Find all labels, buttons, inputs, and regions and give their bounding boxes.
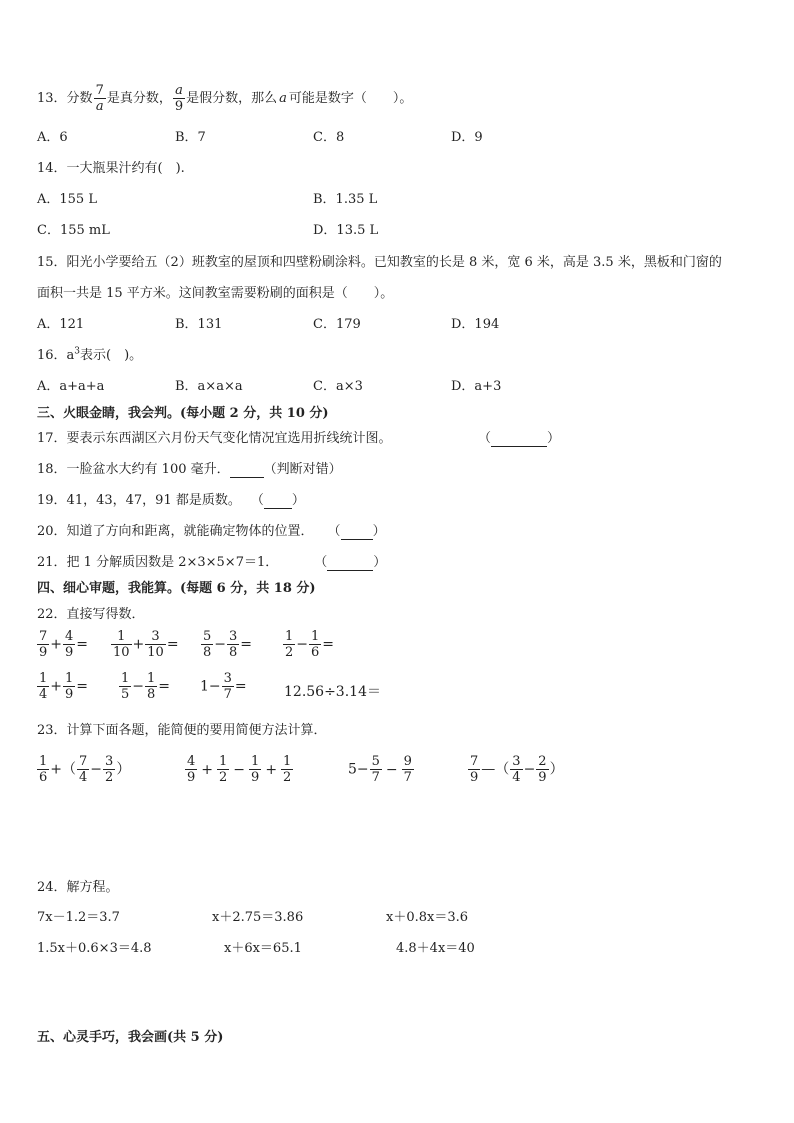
question-21: 21．把 1 分解质因数是 2×3×5×7＝1． （ ）	[37, 555, 387, 570]
variable-a: a	[279, 91, 287, 106]
expression-22-3: $\frac{5}{8}$ − $\frac{3}{8}$ =	[203, 629, 253, 660]
option-a[interactable]: A．121	[37, 317, 85, 332]
question-15-line-1: 15．阳光小学要给五（2）班教室的屋顶和四壁粉刷涂料。已知教室的长是 8 米，宽 6 米，高是 3.5 米，黑板和门窗的	[37, 255, 722, 270]
section-4-heading: 四、细心审题，我能算。(每题 6 分，共 18 分)	[37, 581, 316, 596]
expression-22-6: $\frac{1}{5}$ − $\frac{1}{8}$ =	[121, 671, 171, 702]
option-d[interactable]: D．13.5 L	[313, 223, 379, 238]
option-b[interactable]: B．a×a×a	[175, 379, 243, 394]
option-b[interactable]: B．131	[175, 317, 223, 332]
question-text: 是假分数，那么	[186, 91, 278, 106]
fraction-a-over-9: $\frac{a}{9}$	[174, 83, 184, 114]
expression-22-1: $\frac{7}{9}$ + $\frac{4}{9}$ =	[39, 629, 89, 660]
expression-22-7: 1− $\frac{3}{7}$ =	[200, 671, 247, 702]
question-15-line-2: 面积一共是 15 平方米。这间教室需要粉刷的面积是（ ）。	[37, 286, 394, 301]
option-a[interactable]: A．a+a+a	[37, 379, 105, 394]
expression-23-4: $\frac{7}{9}$ —（ $\frac{3}{4}$ − $\frac{2}{9}$ ）	[470, 754, 564, 785]
question-text: 表示( )。	[80, 348, 143, 363]
question-number: 13．	[37, 91, 67, 106]
expression-22-4: $\frac{1}{2}$ − $\frac{1}{6}$ =	[285, 629, 335, 660]
question-19: 19．41，43，47，91 都是质数。 （ ）	[37, 493, 305, 508]
equation-5: x＋6x＝65.1	[224, 941, 302, 956]
option-d[interactable]: D．a+3	[451, 379, 502, 394]
option-d[interactable]: D．194	[451, 317, 500, 332]
expression-23-1: $\frac{1}{6}$ +（ $\frac{7}{4}$ − $\frac{3}{2}$ ）	[39, 754, 131, 785]
answer-blank[interactable]	[264, 493, 292, 509]
option-a[interactable]: A．6	[37, 130, 68, 145]
option-a[interactable]: A．155 L	[37, 192, 97, 207]
question-16	[37, 344, 142, 363]
option-c[interactable]: C．a×3	[313, 379, 363, 394]
equation-6: 4.8＋4x＝40	[396, 941, 475, 956]
answer-blank[interactable]	[341, 524, 373, 540]
question-17: 17．要表示东西湖区六月份天气变化情况宜选用折线统计图。	[37, 431, 392, 446]
expression-23-3: 5− $\frac{5}{7}$ − $\frac{9}{7}$	[348, 754, 412, 785]
fraction-7-over-a: $\frac{7}{a}$	[95, 83, 104, 114]
option-d[interactable]: D．9	[451, 130, 483, 145]
expression-22-8: 12.56÷3.14＝	[284, 684, 381, 700]
question-14: 14．一大瓶果汁约有( ).	[37, 161, 185, 176]
question-18: 18．一脸盆水大约有 100 毫升． （判断对错）	[37, 462, 342, 477]
answer-paren-17: （ ）	[478, 431, 561, 446]
section-5-heading: 五、心灵手巧，我会画(共 5 分)	[37, 1030, 224, 1045]
equation-2: x＋2.75＝3.86	[212, 910, 304, 925]
question-23: 23．计算下面各题，能简便的要用简便方法计算．	[37, 723, 327, 738]
question-20: 20．知道了方向和距离，就能确定物体的位置． （ ）	[37, 524, 386, 539]
question-text: 16．a	[37, 348, 75, 363]
option-c[interactable]: C．155 mL	[37, 223, 110, 238]
question-text: 可能是数字（ ）。	[288, 91, 413, 106]
question-24: 24．解方程。	[37, 880, 119, 895]
expression-22-5: $\frac{1}{4}$ + $\frac{1}{9}$ =	[39, 671, 89, 702]
exponent: 3	[74, 346, 81, 357]
option-b[interactable]: B．7	[175, 130, 206, 145]
question-text: 分数	[66, 91, 93, 106]
section-3-heading: 三、火眼金睛，我会判。(每小题 2 分，共 10 分)	[37, 406, 329, 421]
question-text: 是真分数，	[106, 91, 172, 106]
option-b[interactable]: B．1.35 L	[313, 192, 378, 207]
option-c[interactable]: C．8	[313, 130, 345, 145]
equation-4: 1.5x＋0.6×3＝4.8	[37, 941, 152, 956]
answer-blank[interactable]	[491, 431, 547, 447]
option-c[interactable]: C．179	[313, 317, 361, 332]
answer-blank[interactable]	[230, 462, 264, 478]
expression-22-2: $\frac{1}{10}$ + $\frac{3}{10}$ =	[113, 629, 179, 660]
equation-3: x＋0.8x＝3.6	[386, 910, 469, 925]
expression-23-2: $\frac{4}{9}$ + $\frac{1}{2}$ − $\frac{1}{9}$ + $\frac{1}{2}$	[187, 754, 292, 785]
question-22: 22．直接写得数．	[37, 607, 145, 622]
equation-1: 7x－1.2＝3.7	[37, 910, 120, 925]
question-13	[37, 84, 412, 113]
answer-blank[interactable]	[327, 555, 373, 571]
